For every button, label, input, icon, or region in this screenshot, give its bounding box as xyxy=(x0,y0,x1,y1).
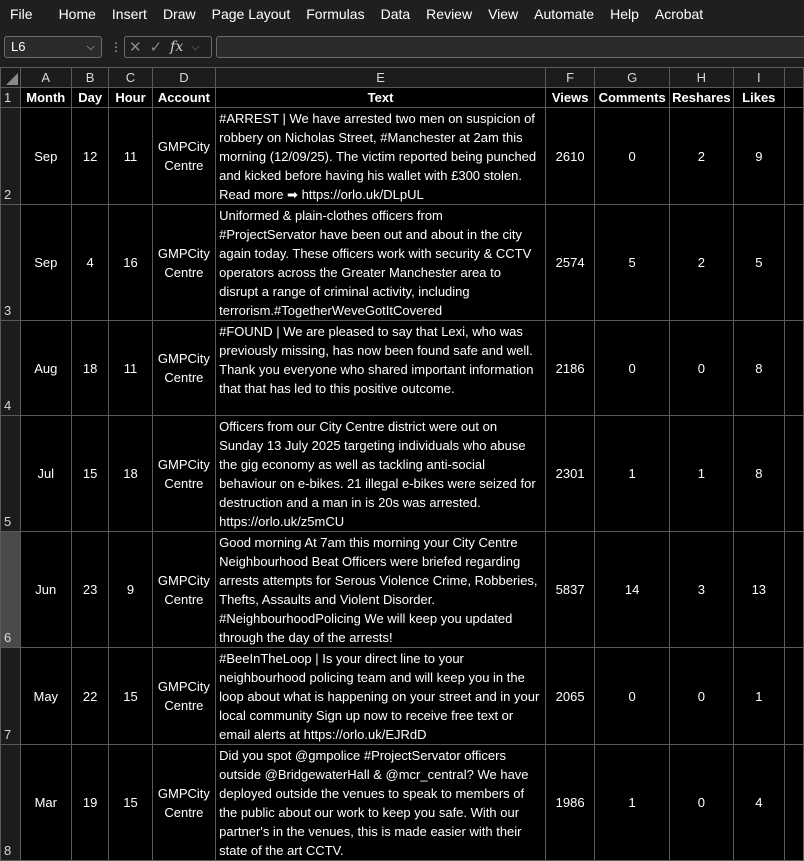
cell[interactable]: Comments xyxy=(595,88,670,108)
cell[interactable]: 1986 xyxy=(545,745,594,861)
column-header-f[interactable]: F xyxy=(545,68,594,88)
select-all-icon xyxy=(6,73,18,85)
column-header-g[interactable]: G xyxy=(595,68,670,88)
table-row xyxy=(1,416,804,532)
cell[interactable]: #BeeInTheLoop | Is your direct line to your neighbourhood policing team and will keep you in the loop about what is happening on your street and in your local community Sign up now to receive free text or email alerts at https://orlo.uk/EJRdD xyxy=(216,648,546,745)
cell[interactable]: 2610 xyxy=(545,108,594,205)
cell[interactable]: Jul xyxy=(20,416,71,532)
formula-input[interactable] xyxy=(216,36,804,58)
menu-review[interactable]: Review xyxy=(426,5,473,22)
menu-data[interactable]: Data xyxy=(380,5,411,22)
menu-help[interactable]: Help xyxy=(610,5,639,22)
cell[interactable]: GMPCity Centre xyxy=(152,108,215,205)
table-row xyxy=(1,321,804,416)
cell[interactable]: 15 xyxy=(109,648,152,745)
cell[interactable]: 5 xyxy=(595,205,670,321)
menu-file[interactable]: File xyxy=(10,5,33,22)
table-row xyxy=(1,108,804,205)
cell[interactable]: 2186 xyxy=(545,321,594,416)
cell[interactable]: Text xyxy=(216,88,546,108)
cell[interactable]: 11 xyxy=(109,321,152,416)
cell[interactable] xyxy=(784,532,803,648)
cell[interactable]: 13 xyxy=(733,532,784,648)
cell[interactable]: 14 xyxy=(595,532,670,648)
row-header[interactable]: 4 xyxy=(1,321,21,416)
cell[interactable]: 1 xyxy=(595,745,670,861)
cell[interactable]: 0 xyxy=(669,321,733,416)
cell[interactable]: 2301 xyxy=(545,416,594,532)
cell[interactable]: May xyxy=(20,648,71,745)
column-header-b[interactable]: B xyxy=(71,68,108,88)
row-header[interactable]: 3 xyxy=(1,205,21,321)
table-row xyxy=(1,745,804,861)
cell[interactable]: 8 xyxy=(733,416,784,532)
cell[interactable]: GMPCity Centre xyxy=(152,532,215,648)
cell[interactable]: GMPCity Centre xyxy=(152,745,215,861)
cell[interactable]: Officers from our City Centre district were out on Sunday 13 July 2025 targeting individuals who abuse the gig economy as well as tackling anti-social behaviour on e-bikes. 21 illegal e-bikes were seized for destruction and a man in is 20s was arrested. https://orlo.uk/z5mCU xyxy=(216,416,546,532)
cell[interactable]: 16 xyxy=(109,205,152,321)
cell[interactable]: 0 xyxy=(669,745,733,861)
cell[interactable]: Good morning At 7am this morning your City Centre Neighbourhood Beat Officers were briefed regarding arrests attempts for Serous Violence Crime, Robberies, Thefts, Assaults and Violent Disorder. #NeighbourhoodPolicing We will keep you updated through the day of the arrests! xyxy=(216,532,546,648)
cell[interactable]: 18 xyxy=(71,321,108,416)
cell[interactable]: 19 xyxy=(71,745,108,861)
formula-bar xyxy=(0,27,804,67)
enter-icon[interactable]: ✓ xyxy=(149,39,163,56)
menu-automate[interactable]: Automate xyxy=(534,5,595,22)
cell[interactable]: #ARREST | We have arrested two men on suspicion of robbery on Nicholas Street, #Manchester at 2am this morning (12/09/25). The victim reported being punched and kicked before having his wallet with £300 stolen. Read more ➡ https://orlo.uk/DLpUL xyxy=(216,108,546,205)
column-header-c[interactable]: C xyxy=(109,68,152,88)
cell[interactable]: 8 xyxy=(733,321,784,416)
cell[interactable] xyxy=(784,205,803,321)
column-header-e[interactable]: E xyxy=(216,68,546,88)
insert-function-icon[interactable]: fx xyxy=(170,39,184,55)
cell[interactable] xyxy=(784,416,803,532)
menu-insert[interactable]: Insert xyxy=(111,5,147,22)
column-header-j[interactable] xyxy=(784,68,803,88)
cell[interactable]: Sep xyxy=(20,108,71,205)
cell[interactable]: 4 xyxy=(733,745,784,861)
column-header-row xyxy=(1,68,804,88)
cell[interactable]: 12 xyxy=(71,108,108,205)
cell[interactable]: Likes xyxy=(733,88,784,108)
cell[interactable]: 0 xyxy=(595,108,670,205)
row-header[interactable]: 2 xyxy=(1,108,21,205)
cell[interactable]: 3 xyxy=(669,532,733,648)
menu-formulas[interactable]: Formulas xyxy=(306,5,365,22)
cell[interactable]: 0 xyxy=(595,321,670,416)
select-all-button[interactable] xyxy=(1,68,21,88)
row-header[interactable]: 7 xyxy=(1,648,21,745)
column-header-d[interactable]: D xyxy=(152,68,215,88)
cell[interactable]: 22 xyxy=(71,648,108,745)
cell[interactable]: 23 xyxy=(71,532,108,648)
cell[interactable]: 1 xyxy=(669,416,733,532)
cell[interactable]: 1 xyxy=(733,648,784,745)
menu-acrobat[interactable]: Acrobat xyxy=(654,5,704,22)
cell[interactable]: Month xyxy=(20,88,71,108)
cell[interactable]: Did you spot @gmpolice #ProjectServator officers outside @BridgewaterHall & @mcr_central? We have deployed outside the venues to speak to members of the public about our work to keep you safe. With our partner's in the venues, this is made easier with their state of the art CCTV. xyxy=(216,745,546,861)
cell[interactable]: GMPCity Centre xyxy=(152,205,215,321)
formula-buttons xyxy=(124,36,212,58)
menu-draw[interactable]: Draw xyxy=(162,5,196,22)
table-row xyxy=(1,648,804,745)
cell[interactable]: Mar xyxy=(20,745,71,861)
name-box[interactable] xyxy=(4,36,102,58)
cell[interactable] xyxy=(784,88,803,108)
cell[interactable]: 9 xyxy=(109,532,152,648)
cell[interactable]: 0 xyxy=(595,648,670,745)
menu-page-layout[interactable]: Page Layout xyxy=(211,5,291,22)
cell[interactable] xyxy=(784,108,803,205)
more-options-icon[interactable]: ⋮ xyxy=(110,40,122,54)
cell[interactable]: 15 xyxy=(71,416,108,532)
row-header[interactable]: 1 xyxy=(1,88,21,108)
cell[interactable]: 15 xyxy=(109,745,152,861)
cell[interactable]: 4 xyxy=(71,205,108,321)
cell[interactable]: Reshares xyxy=(669,88,733,108)
cell[interactable]: 1 xyxy=(595,416,670,532)
worksheet-grid xyxy=(0,67,804,861)
name-box-value: L6 xyxy=(11,39,26,54)
cell[interactable]: Aug xyxy=(20,321,71,416)
cell[interactable] xyxy=(784,648,803,745)
menu-home[interactable]: Home xyxy=(58,5,96,22)
chevron-down-icon[interactable]: ⌵ xyxy=(191,40,200,53)
cell[interactable]: Views xyxy=(545,88,594,108)
column-header-h[interactable]: H xyxy=(669,68,733,88)
cell[interactable]: Uniformed & plain-clothes officers from #ProjectServator have been out and about in the city again today. These officers work with security & CCTV operators across the Greater Manchester area to disrupt a range of criminal activity, including terrorism.#TogetherWeveGotItCovered xyxy=(216,205,546,321)
cell[interactable]: 5837 xyxy=(545,532,594,648)
cell[interactable]: GMPCity Centre xyxy=(152,648,215,745)
cancel-icon[interactable]: ✕ xyxy=(129,39,142,56)
table-row xyxy=(1,205,804,321)
cell[interactable]: 2 xyxy=(669,108,733,205)
cell[interactable]: GMPCity Centre xyxy=(152,416,215,532)
cell[interactable]: 2065 xyxy=(545,648,594,745)
cell[interactable]: Jun xyxy=(20,532,71,648)
row-header[interactable]: 5 xyxy=(1,416,21,532)
cell[interactable]: 0 xyxy=(669,648,733,745)
cell[interactable]: #FOUND | We are pleased to say that Lexi, who was previously missing, has now been found safe and well. Thank you everyone who shared important information that that has led to this positive outcome. xyxy=(216,321,546,416)
row-header[interactable]: 6 xyxy=(1,532,21,648)
column-header-a[interactable]: A xyxy=(20,68,71,88)
table-header-row xyxy=(1,88,804,108)
cell[interactable]: GMPCity Centre xyxy=(152,321,215,416)
cell[interactable]: Account xyxy=(152,88,215,108)
table-row xyxy=(1,532,804,648)
cell[interactable]: Sep xyxy=(20,205,71,321)
cell[interactable]: 5 xyxy=(733,205,784,321)
cell[interactable]: 2 xyxy=(669,205,733,321)
menu-view[interactable]: View xyxy=(488,5,519,22)
chevron-down-icon[interactable]: ⌵ xyxy=(86,41,95,53)
cell[interactable]: Hour xyxy=(109,88,152,108)
menu-bar xyxy=(0,0,804,27)
cell[interactable] xyxy=(784,745,803,861)
cell[interactable]: 2574 xyxy=(545,205,594,321)
cell[interactable]: 9 xyxy=(733,108,784,205)
cell[interactable]: Day xyxy=(71,88,108,108)
cell[interactable] xyxy=(784,321,803,416)
column-header-i[interactable]: I xyxy=(733,68,784,88)
cell[interactable]: 11 xyxy=(109,108,152,205)
cell[interactable]: 18 xyxy=(109,416,152,532)
row-header[interactable]: 8 xyxy=(1,745,21,861)
